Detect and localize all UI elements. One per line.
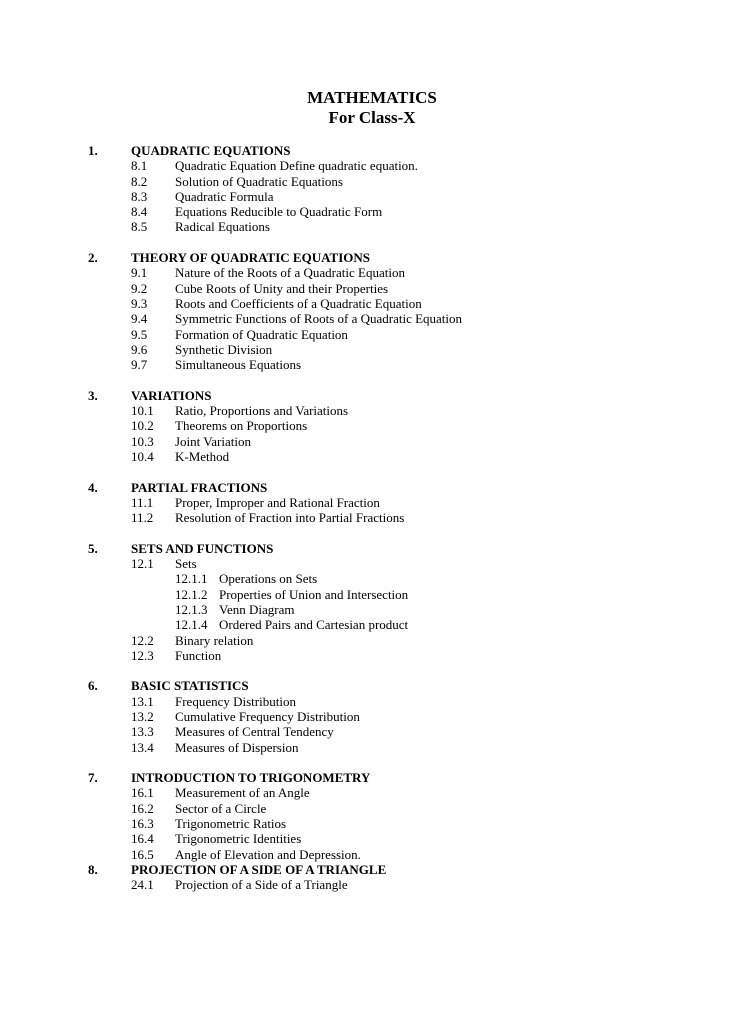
item-number: 11.1 <box>131 494 154 510</box>
item-number: 10.3 <box>131 433 154 449</box>
toc-item <box>0 648 744 663</box>
toc-item <box>0 265 744 280</box>
section-heading <box>0 388 744 403</box>
toc-item <box>0 877 744 892</box>
toc-subitem <box>0 587 744 602</box>
item-number: 9.1 <box>131 265 148 281</box>
toc-item <box>0 709 744 724</box>
item-text: Synthetic Division <box>175 341 273 357</box>
item-text: Trigonometric Identities <box>175 831 302 847</box>
section-heading <box>0 770 744 785</box>
item-text: Frequency Distribution <box>175 693 296 709</box>
toc-item <box>0 357 744 372</box>
page-title: MATHEMATICS <box>307 88 437 107</box>
toc-section <box>0 770 744 862</box>
item-number: 16.3 <box>131 816 154 832</box>
item-number: 16.1 <box>131 785 154 801</box>
section-title: PROJECTION OF A SIDE OF A TRIANGLE <box>131 861 387 877</box>
item-text: Symmetric Functions of Roots of a Quadratic Equation <box>175 311 463 327</box>
toc-item <box>0 204 744 219</box>
toc-item <box>0 158 744 173</box>
toc-item <box>0 633 744 648</box>
section-heading <box>0 541 744 556</box>
section-number: 4. <box>88 479 98 495</box>
item-number: 16.5 <box>131 846 154 862</box>
section-title: THEORY OF QUADRATIC EQUATIONS <box>131 250 370 266</box>
item-text: Operations on Sets <box>219 571 318 587</box>
item-text: Cube Roots of Unity and their Properties <box>175 280 389 296</box>
section-heading <box>0 143 744 158</box>
toc-item <box>0 847 744 862</box>
item-text: Quadratic Formula <box>175 188 274 204</box>
toc-item <box>0 785 744 800</box>
section-number: 5. <box>88 540 98 556</box>
toc-item <box>0 327 744 342</box>
item-number: 10.1 <box>131 403 154 419</box>
section-title: INTRODUCTION TO TRIGONOMETRY <box>131 770 371 786</box>
section-number: 6. <box>88 678 98 694</box>
toc-item <box>0 342 744 357</box>
section-title: PARTIAL FRACTIONS <box>131 479 268 495</box>
toc-item <box>0 281 744 296</box>
section-title: BASIC STATISTICS <box>131 678 249 694</box>
section-heading <box>0 678 744 693</box>
item-text: Projection of a Side of a Triangle <box>175 877 348 893</box>
item-number: 12.3 <box>131 647 154 663</box>
item-text: Simultaneous Equations <box>175 357 302 373</box>
toc-item <box>0 418 744 433</box>
item-number: 12.1.4 <box>175 617 208 633</box>
item-text: K-Method <box>175 448 230 464</box>
item-text: Roots and Coefficients of a Quadratic Equation <box>175 295 422 311</box>
item-number: 12.2 <box>131 632 154 648</box>
section-heading <box>0 480 744 495</box>
item-text: Proper, Improper and Rational Fraction <box>175 494 380 510</box>
toc-section <box>0 678 744 754</box>
item-text: Radical Equations <box>175 219 270 235</box>
section-number: 3. <box>88 387 98 403</box>
item-text: Sector of a Circle <box>175 800 267 816</box>
item-text: Solution of Quadratic Equations <box>175 173 343 189</box>
item-number: 13.2 <box>131 708 154 724</box>
toc-item <box>0 495 744 510</box>
item-number: 8.3 <box>131 188 148 204</box>
item-text: Measures of Dispersion <box>175 739 299 755</box>
toc-item <box>0 174 744 189</box>
section-title: VARIATIONS <box>131 387 212 403</box>
toc-item <box>0 189 744 204</box>
item-text: Venn Diagram <box>219 601 295 617</box>
item-text: Formation of Quadratic Equation <box>175 326 348 342</box>
item-text: Properties of Union and Intersection <box>219 586 409 602</box>
item-number: 13.3 <box>131 724 154 740</box>
toc-item <box>0 403 744 418</box>
item-text: Function <box>175 647 222 663</box>
item-number: 12.1 <box>131 556 154 572</box>
section-title: QUADRATIC EQUATIONS <box>131 143 291 158</box>
item-text: Angle of Elevation and Depression. <box>175 846 361 862</box>
section-heading <box>0 862 744 877</box>
item-text: Ratio, Proportions and Variations <box>175 403 349 419</box>
item-number: 24.1 <box>131 877 154 893</box>
toc-section <box>0 143 744 235</box>
item-number: 12.1.1 <box>175 571 208 587</box>
section-number: 1. <box>88 143 98 158</box>
item-text: Equations Reducible to Quadratic Form <box>175 204 383 220</box>
toc-section <box>0 541 744 663</box>
item-text: Theorems on Proportions <box>175 418 308 434</box>
item-text: Measures of Central Tendency <box>175 724 334 740</box>
toc-subitem <box>0 571 744 586</box>
item-text: Ordered Pairs and Cartesian product <box>219 617 409 633</box>
item-text: Joint Variation <box>175 433 251 449</box>
toc-section <box>0 250 744 372</box>
item-number: 12.1.2 <box>175 586 208 602</box>
toc-item <box>0 296 744 311</box>
item-number: 8.1 <box>131 158 148 174</box>
section-heading <box>0 250 744 265</box>
item-text: Cumulative Frequency Distribution <box>175 708 360 724</box>
item-text: Resolution of Fraction into Partial Fractions <box>175 510 405 526</box>
item-text: Measurement of an Angle <box>175 785 310 801</box>
table-of-contents <box>0 143 744 893</box>
toc-item <box>0 311 744 326</box>
item-number: 8.2 <box>131 173 148 189</box>
item-text: Sets <box>175 556 197 572</box>
item-number: 16.4 <box>131 831 154 847</box>
section-number: 8. <box>88 861 98 877</box>
toc-item <box>0 449 744 464</box>
toc-item <box>0 724 744 739</box>
toc-subitem <box>0 602 744 617</box>
toc-item <box>0 740 744 755</box>
item-number: 10.4 <box>131 448 154 464</box>
toc-item <box>0 556 744 571</box>
item-number: 9.5 <box>131 326 148 342</box>
item-number: 9.7 <box>131 357 148 373</box>
toc-section <box>0 862 744 893</box>
item-number: 9.3 <box>131 295 148 311</box>
toc-item <box>0 801 744 816</box>
page-subtitle: For Class-X <box>328 108 416 127</box>
toc-item <box>0 694 744 709</box>
item-text: Nature of the Roots of a Quadratic Equation <box>175 265 405 281</box>
item-number: 13.4 <box>131 739 154 755</box>
toc-item <box>0 816 744 831</box>
toc-subitem <box>0 617 744 632</box>
toc-item <box>0 434 744 449</box>
toc-section <box>0 388 744 464</box>
item-number: 11.2 <box>131 510 154 526</box>
item-text: Quadratic Equation Define quadratic equation. <box>175 158 418 174</box>
item-number: 16.2 <box>131 800 154 816</box>
item-text: Binary relation <box>175 632 254 648</box>
item-number: 9.4 <box>131 311 148 327</box>
toc-section <box>0 480 744 526</box>
item-number: 9.6 <box>131 341 148 357</box>
section-number: 2. <box>88 250 98 266</box>
toc-item <box>0 831 744 846</box>
item-number: 12.1.3 <box>175 601 208 617</box>
item-text: Trigonometric Ratios <box>175 816 287 832</box>
item-number: 9.2 <box>131 280 148 296</box>
toc-item <box>0 510 744 525</box>
section-title: SETS AND FUNCTIONS <box>131 540 274 556</box>
toc-item <box>0 219 744 234</box>
item-number: 10.2 <box>131 418 154 434</box>
item-number: 13.1 <box>131 693 154 709</box>
section-number: 7. <box>88 770 98 786</box>
item-number: 8.5 <box>131 219 148 235</box>
item-number: 8.4 <box>131 204 148 220</box>
